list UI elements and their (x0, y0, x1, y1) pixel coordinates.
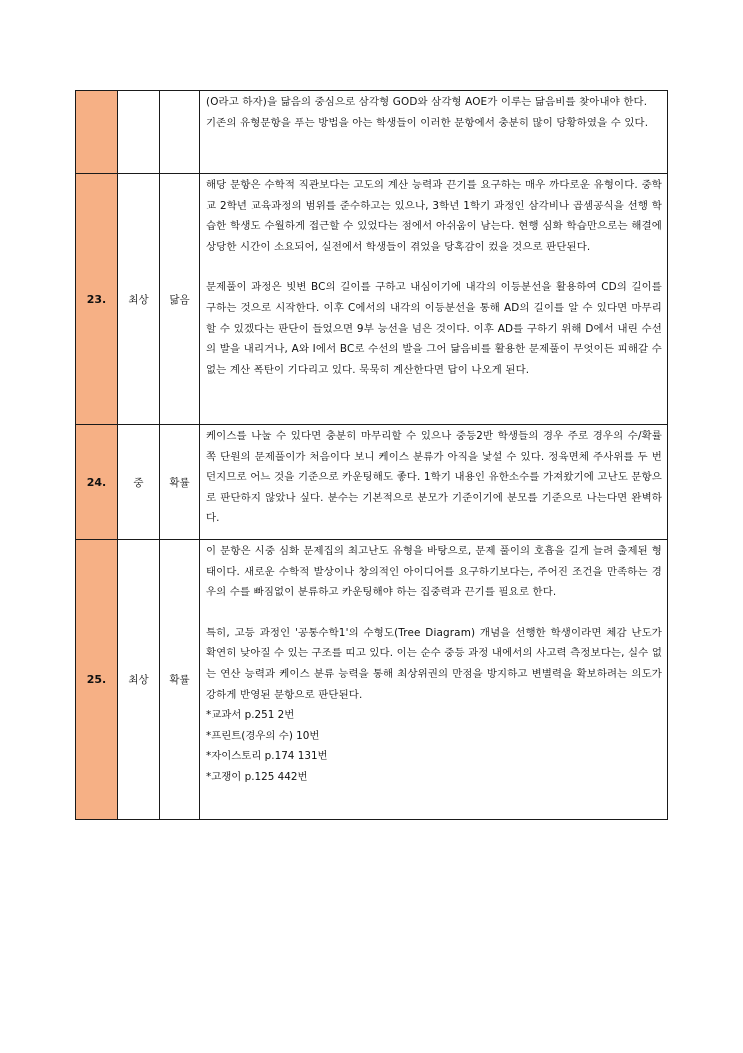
description-paragraph: 이 문항은 시중 심화 문제집의 최고난도 유형을 바탕으로, 문제 풀이의 호흡을 길게 늘려 출제된 형태이다. 새로운 수학적 발상이나 창의적인 아이디어를 요구하기보다는, 주어진 조건을 만족하는 경우의 수를 빠짐없이 분류하고 카운팅해야 하는 집중력과 끈기를 필요로 한다. (206, 545, 662, 599)
difficulty-cell (118, 91, 160, 174)
difficulty-cell: 최상 (118, 540, 160, 820)
question-number-cell: 23. (76, 174, 118, 425)
reference-item: *자이스토리 p.174 131번 (206, 750, 328, 763)
description-cell (200, 425, 668, 540)
table-row-continuation (76, 91, 668, 174)
reference-item: *프린트(경우의 수) 10번 (206, 729, 320, 742)
reference-item: *고쟁이 p.125 442번 (206, 770, 308, 783)
description-cell (200, 540, 668, 820)
description-paragraph: (O라고 하자)을 닮음의 중심으로 삼각형 GOD와 삼각형 AOE가 이루는 닮음비를 찾아내야 한다. (206, 96, 648, 108)
table-row-question-24 (76, 425, 668, 540)
unit-type-cell: 확률 (160, 540, 200, 820)
description-paragraph: 해당 문항은 수학적 직관보다는 고도의 계산 능력과 끈기를 요구하는 매우 까다로운 유형이다. 중학교 2학년 교육과정의 범위를 준수하고는 있으나, 3학년 1학기 과정인 삼각비나 곱셈공식을 선행 학습한 학생도 수월하게 접근할 수 있었다는 점에서 아쉬움이 남는다. 현행 심화 학습만으로는 해결에 상당한 시간이 소요되어, 실전에서 학생들이 겪었을 당혹감이 컸을 것으로 판단된다. (206, 179, 662, 253)
paragraph-gap (206, 603, 662, 623)
table-row-question-25 (76, 540, 668, 820)
description-paragraph: 케이스를 나눌 수 있다면 충분히 마무리할 수 있으나 중등2반 학생들의 경우 주로 경우의 수/확률 쪽 단원의 문제풀이가 처음이다 보니 케이스 분류가 아직을 낯설 수 있다. 정육면체 주사위를 두 번 던지므로 어느 것을 기준으로 카운팅해도 좋다. 1학기 내용인 유한소수를 가져왔기에 고난도 문항으로 판단하지 않았나 싶다. 분수는 기본적으로 분모가 기준이기에 분모를 기준으로 나는다면 완벽하다. (206, 430, 662, 525)
description-cell (200, 174, 668, 425)
description-paragraph: 문제풀이 과정은 빗변 BC의 길이를 구하고 내심이기에 내각의 이등분선을 활용하여 CD의 길이를 구하는 것으로 시작한다. 이후 C에서의 내각의 이등분선을 통해 AD의 길이를 알 수 있다면 마무리할 수 있겠다는 판단이 들었으면 9부 능선을 넘은 것이다. 이후 AD를 구하기 위해 D에서 내린 수선의 발을 내리거나, A와 I에서 BC로 수선의 발을 그어 닮음비를 활용한 문제풀이 무엇이든 피해갈 수 없는 계산 폭탄이 기다리고 있다. 묵묵히 계산한다면 답이 나오게 된다. (206, 281, 662, 376)
description-cell (200, 91, 668, 174)
question-number-cell (76, 91, 118, 174)
paragraph-gap (206, 257, 662, 277)
unit-type-cell (160, 91, 200, 174)
difficulty-cell: 최상 (118, 174, 160, 425)
unit-type-cell: 닮음 (160, 174, 200, 425)
question-number-cell: 25. (76, 540, 118, 820)
analysis-table (75, 90, 668, 820)
question-number-cell: 24. (76, 425, 118, 540)
difficulty-cell: 중 (118, 425, 160, 540)
description-paragraph: 특히, 고등 과정인 '공통수학1'의 수형도(Tree Diagram) 개념을 선행한 학생이라면 체감 난도가 확연히 낮아질 수 있는 구조를 띠고 있다. 이는 순수 중등 과정 내에서의 사고력 측정보다는, 실수 없는 연산 능력과 케이스 분류 능력을 통해 최상위권의 만점을 방지하고 변별력을 확보하려는 의도가 강하게 반영된 문항으로 판단된다. (206, 626, 663, 701)
unit-type-cell: 확률 (160, 425, 200, 540)
reference-item: *교과서 p.251 2번 (206, 709, 295, 722)
description-paragraph: 기존의 유형문항을 푸는 방법을 아는 학생들이 이러한 문항에서 충분히 많이 당황하였을 수 있다. (206, 116, 649, 129)
table-row-question-23 (76, 174, 668, 425)
